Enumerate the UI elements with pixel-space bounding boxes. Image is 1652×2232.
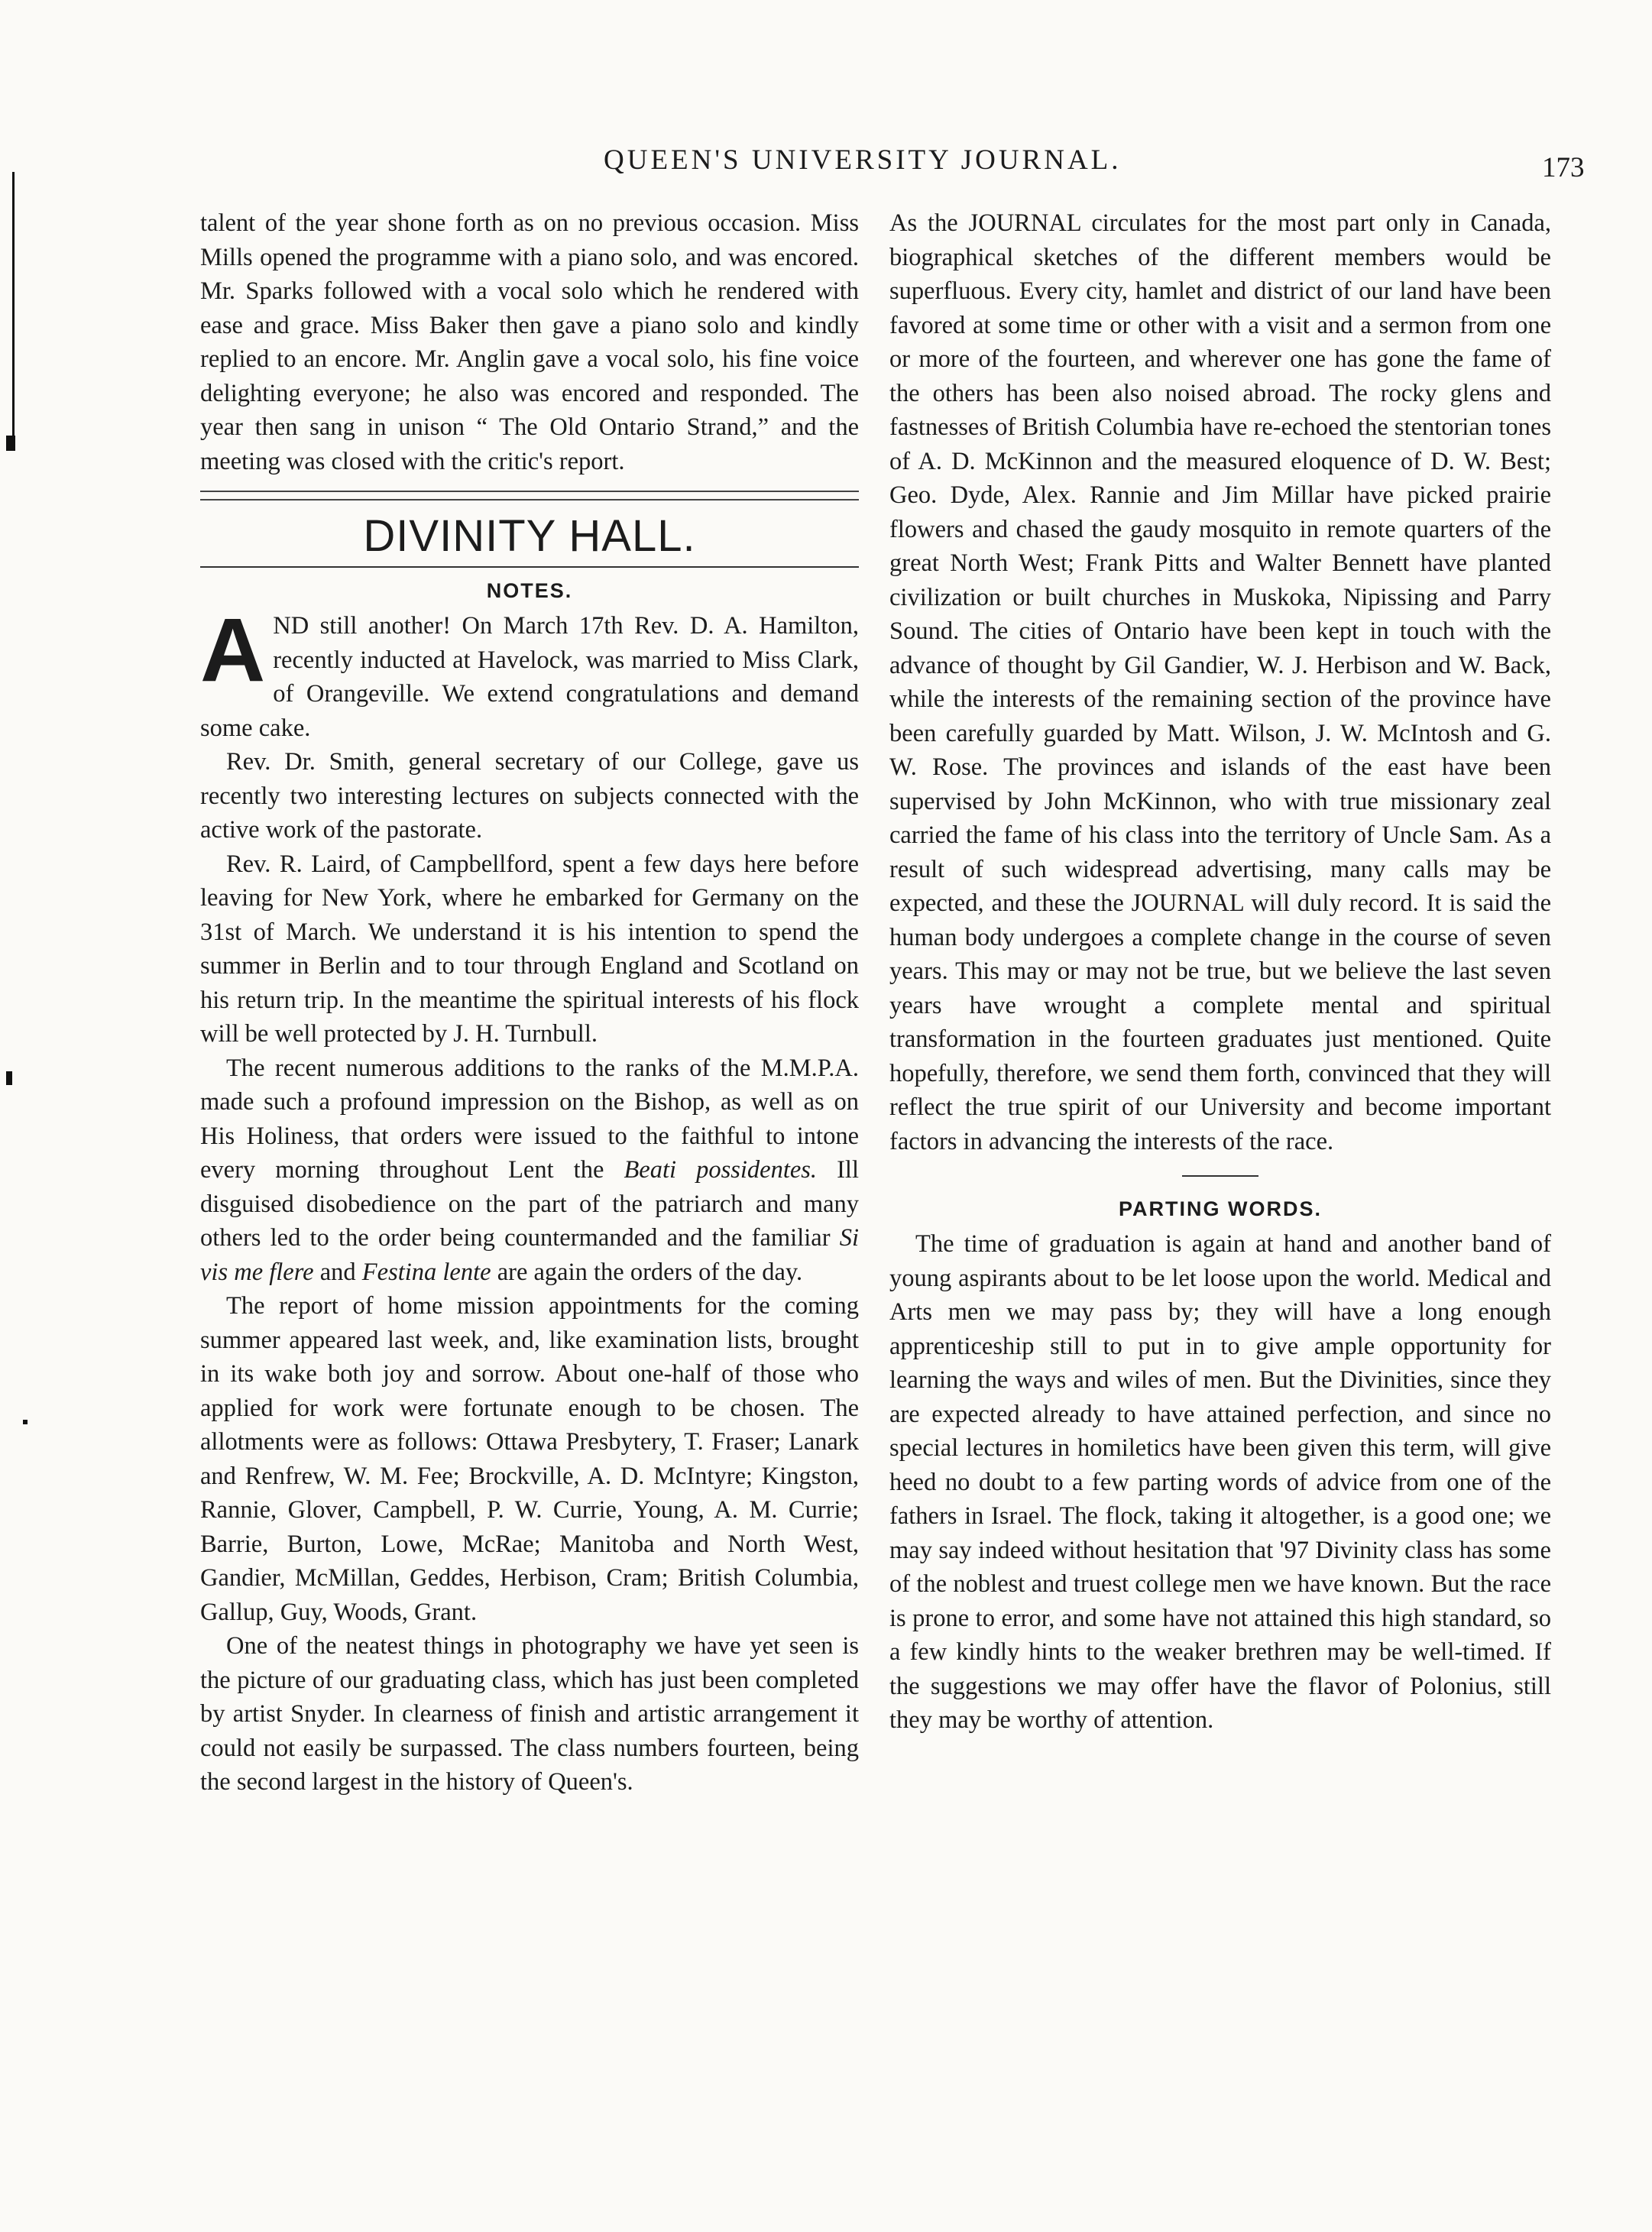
article-paragraph: Rev. Dr. Smith, general secretary of our College, gave us recently two interesting lectures on subjects connected with the active work of the pastorate. <box>200 748 859 844</box>
section-title: DIVINITY HALL. <box>363 511 696 561</box>
first-paragraph-text: ND still another! On March 17th Rev. D. A. Hamilton, recently inducted at Havelock, was married to Miss Clark, of Orangeville. We extend congratulations and demand some cake. <box>200 612 859 742</box>
continued-paragraph: As the JOURNAL circulates for the most part only in Canada, biographical sketches of the different members would be superfluous. Every city, hamlet and district of our land have been favored at some time or other with a visit and a sermon from one or more of the fourteen, and wherever one has gone the fame of the others has been also noised abroad. The rocky glens and fastnesses of British Columbia have re-echoed the stentorian tones of A. D. McKinnon and the measured eloquence of D. W. Best; Geo. Dyde, Alex. Rannie and Jim Millar have picked prairie flowers and chased the gaudy mosquito in remote quarters of the great North West; Frank Pitts and Walter Bennett have planted civilization or built churches in Muskoka, Nipissing and Parry Sound. The cities of Ontario have been kept in touch with the advance of thought by Gil Gandier, W. J. Herbison and W. Back, while the interests of the remaining section of the province have been carefully guarded by Matt. Wilson, J. W. McIntosh and G. W. Rose. The provinces and islands of the east have been supervised by John McKinnon, who with true missionary zeal carried the fame of his class into the territory of Uncle Sam. As a result of such widespread advertising, many calls may be expected, and these the JOURNAL will duly record. It is said the human body undergoes a complete change in the course of seven years. This may or may not be true, but we believe the last seven years have wrought a complete mental and spiritual transformation in the fourteen graduates just mentioned. Quite hopefully, therefore, we send them forth, convinced that they will reflect the true spirit of our University and become important factors in advancing the interests of the race. <box>889 209 1551 1155</box>
drop-cap: A <box>200 600 266 701</box>
article-paragraph <box>200 600 859 745</box>
notes-heading: NOTES. <box>486 579 573 602</box>
binding-mark <box>12 172 15 447</box>
article-paragraph: The report of home mission appointments for the coming summer appeared last week, and, like examination lists, brought in its wake both joy and sorrow. About one-half of those who applied for work were fortunate enough to be chosen. The allotments were as follows: Ottawa Presbytery, T. Fraser; Lanark and Renfrew, W. M. Fee; Brockville, A. D. McIntyre; Kingston, Rannie, Glover, Campbell, P. W. Currie, Young, A. M. Currie; Barrie, Burton, Lowe, McRae; Manitoba and North West, Gandier, McMillan, Geddes, Herbison, Cram; British Columbia, Gallup, Guy, Woods, Grant. <box>200 1292 859 1626</box>
parting-heading: PARTING WORDS. <box>1119 1197 1322 1220</box>
section-divider <box>200 491 859 500</box>
right-column <box>889 206 1551 1738</box>
mmpa-paragraph <box>200 1051 859 1290</box>
article-paragraph: The time of graduation is again at hand and another band of young aspirants about to be let loose upon the world. Medical and Arts men we may pass by; they will have a long enough apprenticeship still to put in to give ample opportunity for learning the ways and wiles of men. But the Divinities, since they are expected already to have attained perfection, and since no special lectures in homiletics have been given this term, will give heed no doubt to a few parting words of advice from one of the fathers in Israel. The flock, taking it altogether, is a good one; we may say indeed without hesitation that '97 Divinity class has some of the noblest and truest college men we have known. But the race is prone to error, and some have not attained this high standard, so a few kindly hints to the weaker brethren may be well-timed. If the suggestions we may offer have the flavor of Polonius, still they may be worthy of attention. <box>889 1230 1551 1734</box>
short-divider <box>1182 1175 1258 1177</box>
left-column <box>200 206 859 1800</box>
article-paragraph: Rev. R. Laird, of Campbellford, spent a few days here before leaving for New York, where he embarked for Germany on the 31st of March. We understand it is his intention to spend the summer in Berlin and to tour through England and Scotland on his return trip. In the meantime the spiritual interests of his flock will be well protected by J. H. Turnbull. <box>200 850 859 1048</box>
text-run: and <box>313 1258 362 1286</box>
italic-phrase: Beati possidentes. <box>624 1156 818 1184</box>
italic-phrase: Si vis me flere <box>200 1224 859 1286</box>
text-run: Ill disguised disobedience on the part of the patriarch and many others led to the order being countermanded and the familiar <box>200 1156 859 1252</box>
italic-phrase: Festina lente <box>361 1258 491 1286</box>
text-run: are again the orders of the day. <box>491 1258 803 1286</box>
binding-mark <box>6 436 15 451</box>
page-number: 173 <box>1542 152 1585 183</box>
binding-mark <box>6 1071 12 1085</box>
article-paragraph: One of the neatest things in photography we have yet seen is the picture of our graduating class, which has just been completed by artist Snyder. In clearness of finish and artistic arrangement it could not easily be surpassed. The class numbers fourteen, being the second largest in the history of Queen's. <box>200 1632 859 1796</box>
text-run: The recent numerous additions to the ranks of the M.M.P.A. made such a profound impression on the Bishop, as well as on His Holiness, that orders were issued to the faithful to intone every morning throughout Lent the <box>200 1054 859 1184</box>
binding-mark <box>23 1420 28 1424</box>
continued-paragraph: talent of the year shone forth as on no previous occasion. Miss Mills opened the programme with a piano solo, and was encored. Mr. Sparks followed with a vocal solo which he rendered with ease and grace. Miss Baker then gave a piano solo and kindly replied to an encore. Mr. Anglin gave a vocal solo, his fine voice delighting everyone; he also was encored and responded. The year then sang in unison “ The Old Ontario Strand,” and the meeting was closed with the critic's report. <box>200 209 859 475</box>
journal-title: QUEEN'S UNIVERSITY JOURNAL. <box>604 144 1122 176</box>
page-header <box>0 144 1652 190</box>
title-underline <box>200 566 859 568</box>
